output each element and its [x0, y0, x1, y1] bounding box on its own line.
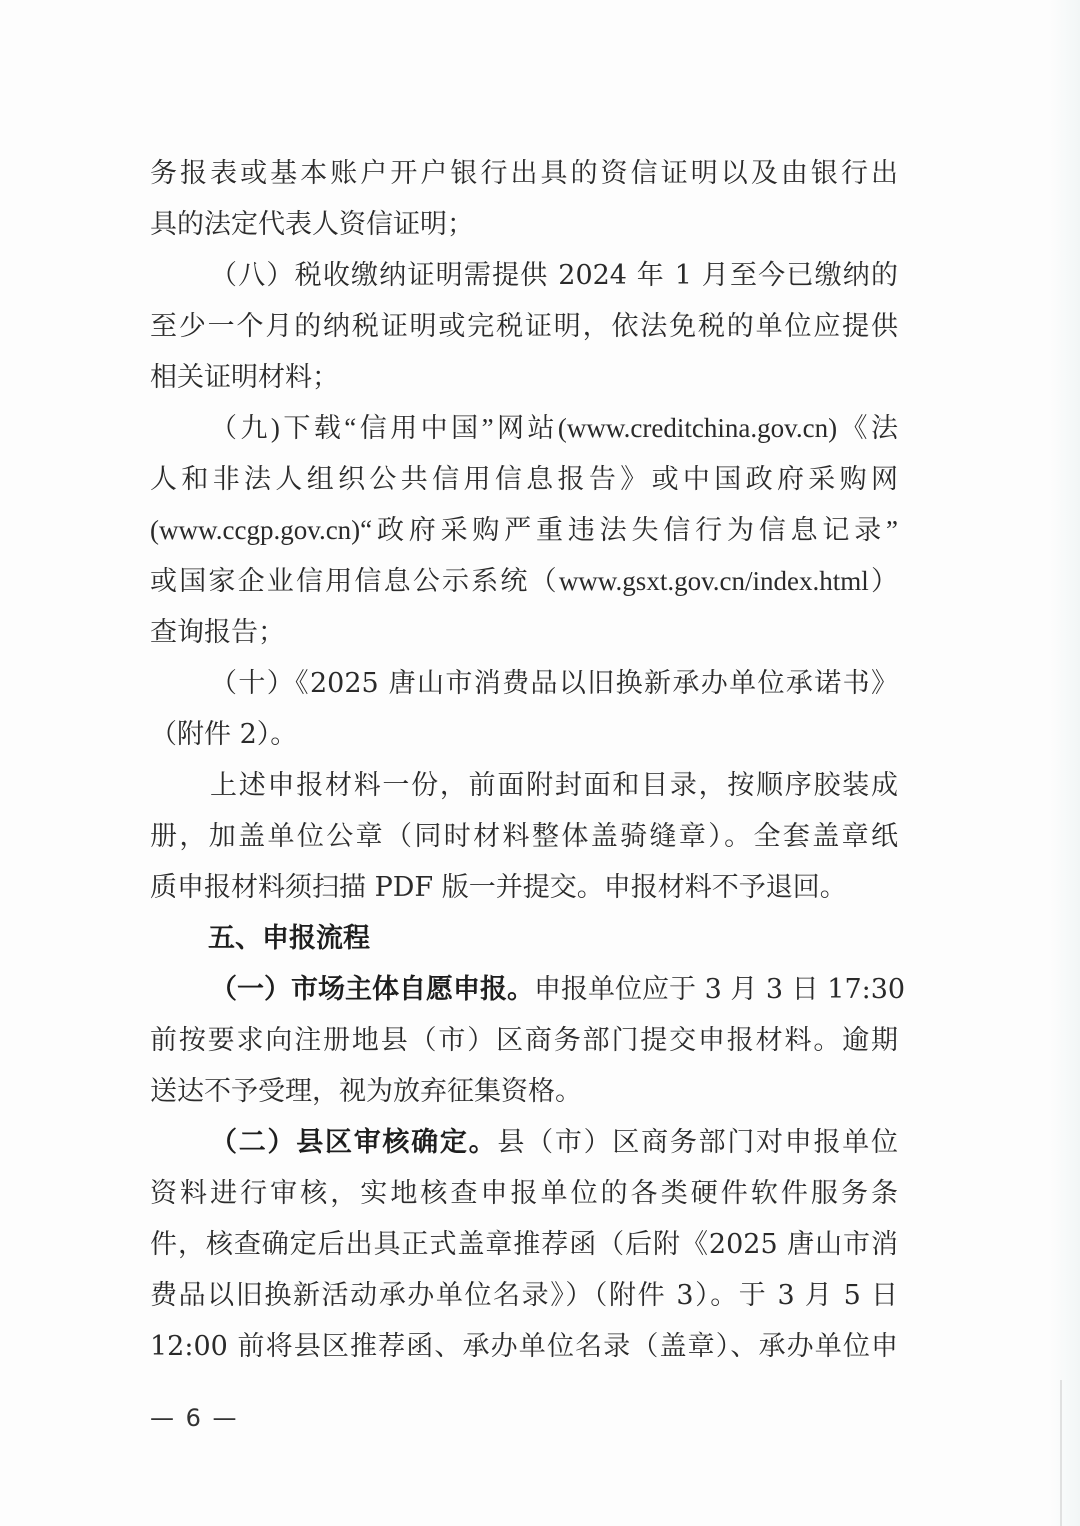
section-heading: 五、申报流程 — [208, 923, 370, 954]
step-two-line — [150, 1117, 898, 1168]
paragraph-line: 上述申报材料一份，前面附封面和目录，按顺序胶装成 — [210, 770, 898, 801]
paragraph-line: 查询报告； — [150, 617, 285, 648]
item-eight-line: （八）税收缴纳证明需提供 2024 年 1 月至今已缴纳的 — [210, 260, 898, 291]
paragraph-line: 务报表或基本账户开户银行出具的资信证明以及由银行出 — [150, 158, 898, 189]
paragraph-line: 相关证明材料； — [150, 362, 339, 393]
scanned-page-edge — [1050, 0, 1080, 1526]
paragraph-line: （附件 2）。 — [150, 719, 298, 750]
paragraph-line: 12:00 前将县区推荐函、承办单位名录（盖章）、承办单位申 — [150, 1331, 898, 1362]
paragraph-line: 人和非法人组织公共信用信息报告》或中国政府采购网 — [150, 464, 898, 495]
step-one-label: （一）市场主体自愿申报。 — [210, 974, 534, 1005]
step-two-text: 县（市）区商务部门对申报单位 — [497, 1127, 899, 1158]
paragraph-line: (www.ccgp.gov.cn)“政府采购严重违法失信行为信息记录” — [150, 515, 898, 545]
paragraph-line: 或国家企业信用信息公示系统（www.gsxt.gov.cn/index.html） — [150, 566, 898, 596]
page-number: — 6 — — [150, 1404, 239, 1432]
paragraph-line: 册，加盖单位公章（同时材料整体盖骑缝章）。全套盖章纸 — [150, 821, 898, 852]
paragraph-line: 前按要求向注册地县（市）区商务部门提交申报材料。逾期 — [150, 1025, 898, 1056]
step-one-line — [150, 964, 906, 1015]
paragraph-line: 费品以旧换新活动承办单位名录》）（附件 3）。于 3 月 5 日 — [150, 1280, 898, 1311]
paragraph-line: 至少一个月的纳税证明或完税证明，依法免税的单位应提供 — [150, 311, 898, 342]
step-two-label: （二）县区审核确定。 — [210, 1127, 498, 1158]
item-ten-line: （十）《2025 唐山市消费品以旧换新承办单位承诺书》 — [210, 668, 898, 699]
item-nine-line: （九)下载“信用中国”网站(www.creditchina.gov.cn)《法 — [210, 413, 898, 443]
scan-artifact-line — [1060, 1380, 1062, 1526]
paragraph-line: 具的法定代表人资信证明； — [150, 209, 474, 240]
paragraph-line: 送达不予受理，视为放弃征集资格。 — [150, 1076, 582, 1107]
document-body — [150, 148, 906, 1372]
step-one-text: 申报单位应于 3 月 3 日 17:30 — [534, 974, 906, 1005]
paragraph-line: 质申报材料须扫描 PDF 版一并提交。申报材料不予退回。 — [150, 872, 847, 903]
paragraph-line: 件，核查确定后出具正式盖章推荐函（后附《2025 唐山市消 — [150, 1229, 898, 1260]
paragraph-line: 资料进行审核，实地核查申报单位的各类硬件软件服务条 — [150, 1178, 898, 1209]
